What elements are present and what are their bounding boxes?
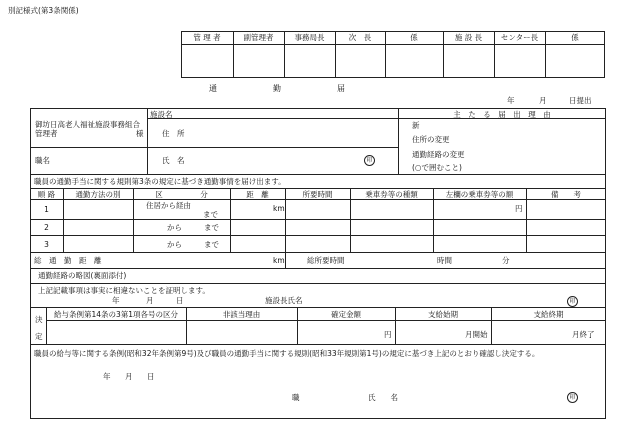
confirmation-month: 月 [125, 372, 133, 381]
route-col-method: 通勤方法の別 [75, 190, 121, 199]
confirmation-text: 職員の給与等に関する条例(昭和32年条例第9号)及び職員の通勤手当に関する規則(昭和33年規則第1号)の規定に基づき上記のとおり確認し決定する。 [34, 349, 540, 358]
route-row-from: から [167, 223, 182, 232]
route-map-label: 通勤経路の略図(裏面添付) [38, 271, 127, 280]
addressee-title: 管理者 [35, 129, 58, 138]
date-year: 年 [507, 96, 515, 105]
position-label: 職名 [35, 156, 50, 165]
facility-label: 施設名 [150, 110, 173, 119]
confirmation-day: 日 [147, 372, 155, 381]
certifier-label: 施設長氏名 [265, 296, 303, 305]
declaration-text: 職員の通勤手当に関する規則第3条の規定に基づき通勤事情を届け出ます。 [34, 177, 286, 186]
approval-header: 管 理 者 [193, 33, 221, 42]
decision-col-category: 給与条例第14条の3第1項各号の区分 [53, 310, 179, 319]
route-row-from: 住居から経由 [146, 201, 191, 210]
route-col-distance: 距 離 [246, 190, 269, 199]
approval-header: 事務局長 [294, 33, 325, 42]
confirmation-year: 年 [103, 372, 111, 381]
approval-header: センター長 [500, 33, 539, 42]
approval-header: 副管理者 [243, 33, 274, 42]
date-day: 日提出 [569, 96, 592, 105]
route-row-number: 3 [44, 240, 49, 249]
route-col-section: 区 分 [155, 190, 208, 199]
approval-header: 係 [571, 33, 579, 42]
total-distance-km: km [273, 256, 285, 265]
decision-col-start: 支給始期 [428, 310, 458, 319]
certification-year: 年 [112, 296, 120, 305]
route-row-to: まで [204, 223, 219, 232]
reason-address-change: 住所の変更 [412, 135, 450, 144]
decision-end-suffix: 月終了 [572, 330, 595, 339]
reason-route-change: 通勤経路の変更 [412, 150, 465, 159]
decision-col-amount: 確定金額 [331, 310, 361, 319]
form-label: 別記様式(第3条関係) [8, 6, 79, 15]
addressee-org: 御坊日高老人福祉施設事務組合 [35, 120, 140, 129]
reason-new: 新 [412, 121, 420, 130]
route-col-ticket-type: 乗車券等の種類 [365, 190, 418, 199]
total-hours: 時間 [437, 256, 452, 265]
route-col-time: 所要時間 [302, 190, 333, 199]
decision-start-suffix: 月開始 [465, 330, 488, 339]
total-distance-label: 総 通 勤 距 離 [34, 256, 102, 265]
form-title: 通 勤 届 [209, 84, 345, 93]
decision-side-2: 定 [35, 332, 43, 341]
total-time-label: 総所要時間 [307, 256, 345, 265]
certification-month: 月 [146, 296, 154, 305]
route-row-number: 2 [44, 223, 49, 232]
route-col-ticket-amount: 左欄の乗車券等の額 [445, 190, 514, 199]
route-row-number: 1 [44, 205, 49, 214]
route-row-yen: 円 [515, 204, 523, 213]
route-col-order: 順 路 [37, 190, 56, 199]
certification-text: 上記記載事項は事実に相違ないことを証明します。 [38, 286, 210, 295]
approval-header: 次 長 [348, 33, 372, 42]
confirmer-name-label: 氏 名 [368, 393, 398, 402]
addressee-honorific: 様 [136, 129, 144, 138]
route-row-to: まで [204, 240, 219, 249]
reasons-header: 主 た る 届 出 理 由 [453, 110, 551, 119]
certifier-seal: 印 [567, 296, 578, 307]
confirmer-seal: 印 [567, 392, 578, 403]
approval-header: 係 [410, 33, 418, 42]
route-row-from: から [167, 240, 182, 249]
confirmer-position-label: 職 [292, 393, 300, 402]
date-month: 月 [539, 96, 547, 105]
name-label: 氏 名 [162, 156, 185, 165]
applicant-seal: 印 [364, 155, 375, 166]
approval-header: 施 設 長 [454, 33, 483, 42]
route-col-remarks: 備 考 [551, 190, 581, 199]
reason-note: (○で囲むこと) [412, 163, 462, 172]
route-row-to: まで [203, 210, 218, 219]
decision-side-1: 決 [35, 315, 43, 324]
certification-day: 日 [176, 296, 184, 305]
total-minutes: 分 [502, 256, 510, 265]
decision-col-end: 支給終期 [533, 310, 564, 319]
address-label: 住 所 [162, 129, 185, 138]
decision-col-reason: 非該当理由 [222, 310, 261, 319]
route-row-km: km [273, 204, 285, 213]
decision-yen: 円 [384, 330, 392, 339]
